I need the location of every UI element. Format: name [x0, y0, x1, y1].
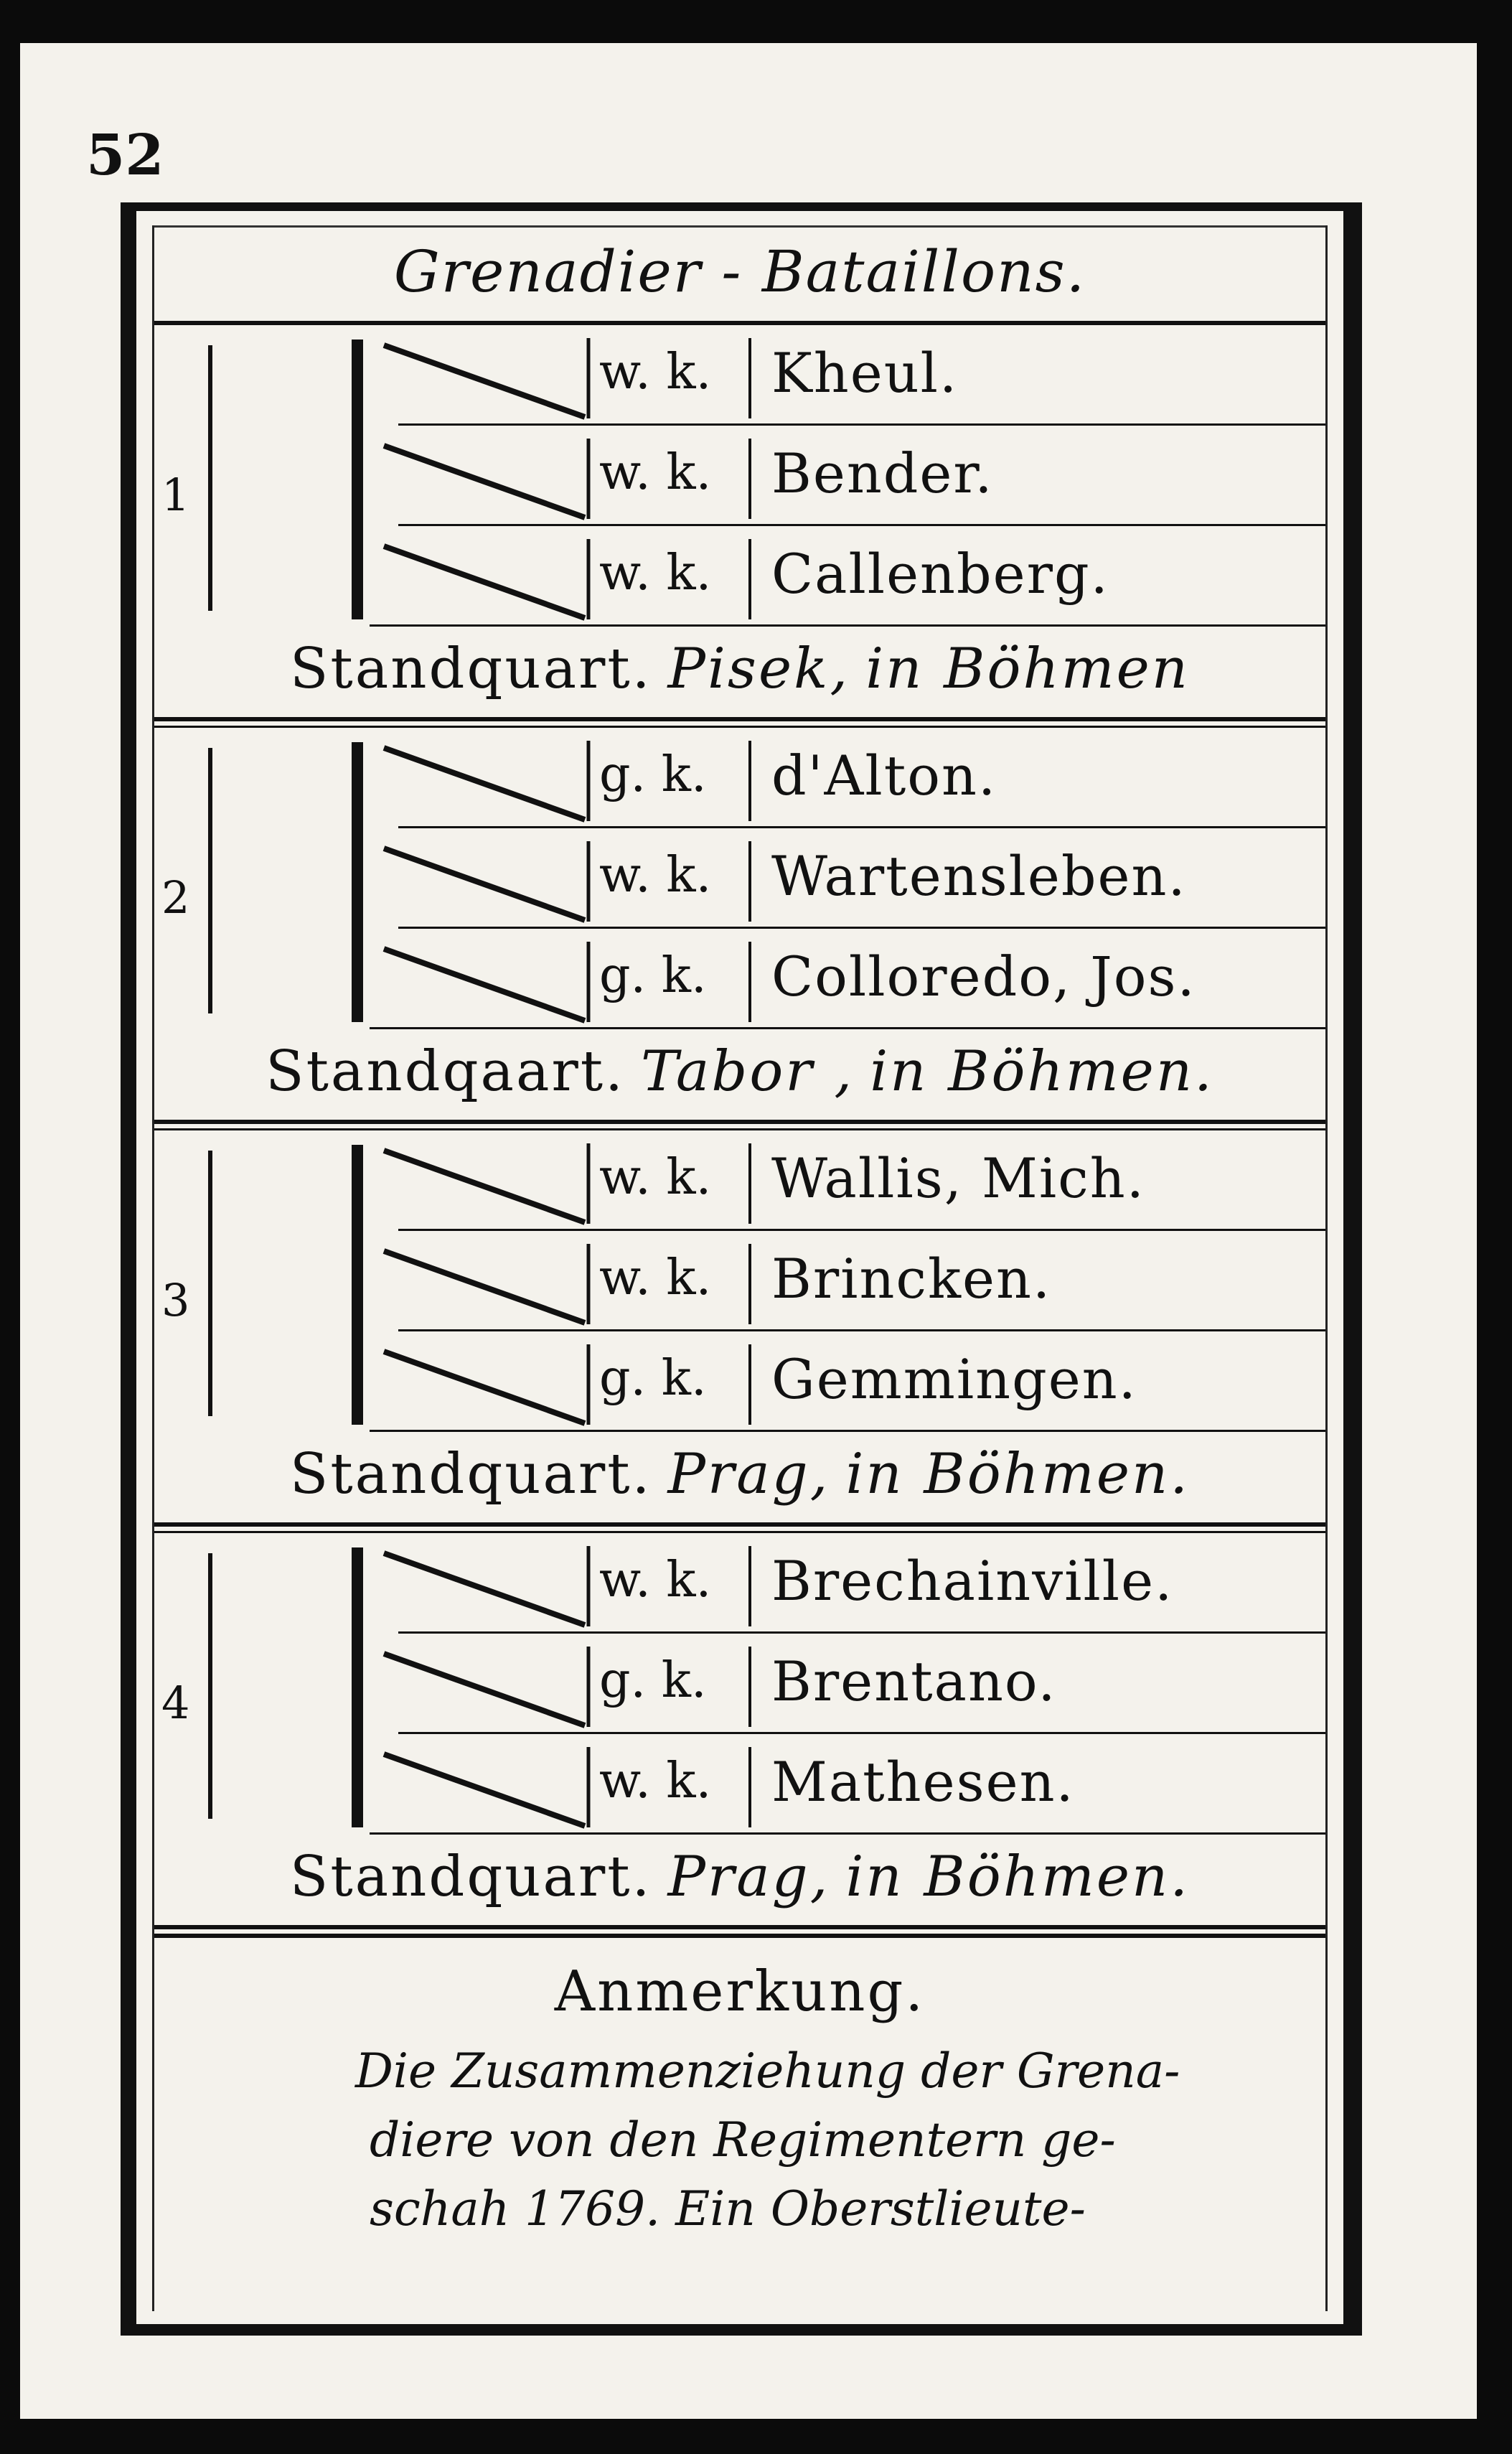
battalion-number: 4 — [161, 1677, 190, 1729]
bracket-bar — [352, 742, 363, 1022]
column-separator — [748, 1747, 751, 1827]
column-separator — [748, 338, 751, 418]
regiment-row — [370, 1734, 1325, 1835]
regiment-name: Brincken. — [771, 1247, 1052, 1311]
standquart-region: in Böhmen — [865, 637, 1191, 701]
table-title: Grenadier - Bataillons. — [393, 238, 1086, 305]
bracket-slash-icon — [370, 1231, 592, 1331]
bracket-slash-icon — [370, 325, 592, 426]
standquart-label: Standqaart. — [266, 1039, 625, 1104]
standquart-label: Standquart. — [289, 1442, 652, 1507]
regiment-class: g. k. — [599, 947, 707, 1004]
regiment-name: Callenberg. — [771, 542, 1109, 606]
table-frame — [121, 202, 1362, 2336]
regiment-row — [370, 1533, 1325, 1634]
bracket-slash-icon — [370, 1734, 592, 1835]
divider — [154, 717, 1325, 721]
battalion-block — [154, 1130, 1325, 1533]
column-separator — [748, 1143, 751, 1224]
regiment-name: Wartensleben. — [771, 844, 1187, 908]
regiment-row — [370, 1231, 1325, 1331]
regiment-name: Wallis, Mich. — [771, 1146, 1145, 1210]
regiment-row — [370, 526, 1325, 627]
battalion-block — [154, 325, 1325, 728]
bracket-bar — [352, 1547, 363, 1827]
regiment-name: Kheul. — [771, 341, 959, 405]
regiment-name: d'Alton. — [771, 744, 997, 807]
column-separator — [748, 1546, 751, 1626]
title-row — [154, 225, 1325, 315]
regiment-class: w. k. — [599, 545, 712, 601]
column-separator — [748, 1244, 751, 1324]
bracket-slash-icon — [370, 728, 592, 828]
note-line: diere von den Regimentern ge- — [370, 2112, 1116, 2168]
regiment-row — [370, 1130, 1325, 1231]
note-section — [154, 1936, 1325, 2297]
regiment-name: Colloredo, Jos. — [771, 945, 1196, 1008]
column-separator — [748, 741, 751, 821]
regiment-row — [370, 828, 1325, 929]
bracket-line — [208, 748, 212, 1013]
standquart-place: Prag, — [667, 1845, 830, 1909]
regiment-name: Brechainville. — [771, 1549, 1174, 1613]
column-separator — [748, 841, 751, 922]
standquart-line — [154, 627, 1325, 711]
regiment-class: w. k. — [599, 1250, 712, 1306]
standquart-line — [154, 1432, 1325, 1517]
standquart-region: in Böhmen. — [845, 1442, 1191, 1507]
regiment-row — [370, 929, 1325, 1029]
standquart-place: Pisek, — [667, 637, 850, 701]
standquart-label: Standquart. — [289, 1845, 652, 1909]
regiment-row — [370, 728, 1325, 828]
regiment-class: g. k. — [599, 746, 707, 803]
battalion-number: 1 — [161, 469, 190, 521]
column-separator — [748, 1647, 751, 1727]
standquart-line — [154, 1835, 1325, 1919]
bracket-slash-icon — [370, 1331, 592, 1432]
divider — [154, 1522, 1325, 1527]
bracket-line — [208, 1553, 212, 1819]
regiment-row — [370, 426, 1325, 526]
battalion-block — [154, 1533, 1325, 1936]
battalion-block — [154, 728, 1325, 1130]
regiment-class: w. k. — [599, 344, 712, 401]
table-inner — [152, 225, 1328, 2311]
divider — [154, 1934, 1325, 1936]
row-divider — [370, 1027, 1325, 1029]
regiment-name: Mathesen. — [771, 1750, 1075, 1814]
bracket-line — [208, 345, 212, 611]
bracket-slash-icon — [370, 1634, 592, 1734]
regiment-name: Gemmingen. — [771, 1347, 1137, 1411]
bracket-slash-icon — [370, 1533, 592, 1634]
regiment-class: w. k. — [599, 1552, 712, 1608]
battalion-rows — [154, 728, 1325, 1029]
column-separator — [748, 1344, 751, 1425]
bracket-slash-icon — [370, 1130, 592, 1231]
regiment-class: w. k. — [599, 847, 712, 904]
battalion-number: 3 — [161, 1274, 190, 1326]
bracket-bar — [352, 1145, 363, 1425]
column-separator — [748, 539, 751, 619]
page-number: 52 — [86, 123, 164, 188]
regiment-name: Bender. — [771, 441, 994, 505]
page — [20, 43, 1477, 2419]
column-separator — [748, 439, 751, 519]
regiment-row — [370, 1331, 1325, 1432]
battalion-list — [154, 325, 1325, 1936]
regiment-class: g. k. — [599, 1350, 707, 1407]
standquart-label: Standquart. — [289, 637, 652, 701]
bracket-slash-icon — [370, 828, 592, 929]
bracket-slash-icon — [370, 929, 592, 1029]
bracket-line — [208, 1151, 212, 1416]
bracket-slash-icon — [370, 426, 592, 526]
battalion-rows — [154, 1533, 1325, 1835]
regiment-class: w. k. — [599, 1149, 712, 1206]
standquart-region: in Böhmen. — [845, 1845, 1191, 1909]
row-divider — [370, 624, 1325, 627]
standquart-place: Tabor , — [640, 1039, 855, 1104]
battalion-rows — [154, 325, 1325, 627]
standquart-place: Prag, — [667, 1442, 830, 1507]
bracket-bar — [352, 339, 363, 619]
standquart-line — [154, 1029, 1325, 1114]
row-divider — [370, 1832, 1325, 1835]
note-heading: Anmerkung. — [554, 1959, 926, 2024]
column-separator — [748, 942, 751, 1022]
regiment-row — [370, 1634, 1325, 1734]
divider — [154, 1120, 1325, 1124]
standquart-region: in Böhmen. — [870, 1039, 1214, 1104]
note-line: Die Zusammenziehung der Grena- — [355, 2043, 1180, 2099]
battalion-rows — [154, 1130, 1325, 1432]
row-divider — [370, 1430, 1325, 1432]
regiment-class: w. k. — [599, 444, 712, 501]
bracket-slash-icon — [370, 526, 592, 627]
note-line: schah 1769. Ein Oberstlieute- — [370, 2181, 1086, 2237]
regiment-class: g. k. — [599, 1652, 707, 1709]
regiment-row — [370, 325, 1325, 426]
regiment-class: w. k. — [599, 1753, 712, 1809]
battalion-number: 2 — [161, 871, 190, 924]
divider — [154, 1925, 1325, 1929]
regiment-name: Brentano. — [771, 1649, 1057, 1713]
